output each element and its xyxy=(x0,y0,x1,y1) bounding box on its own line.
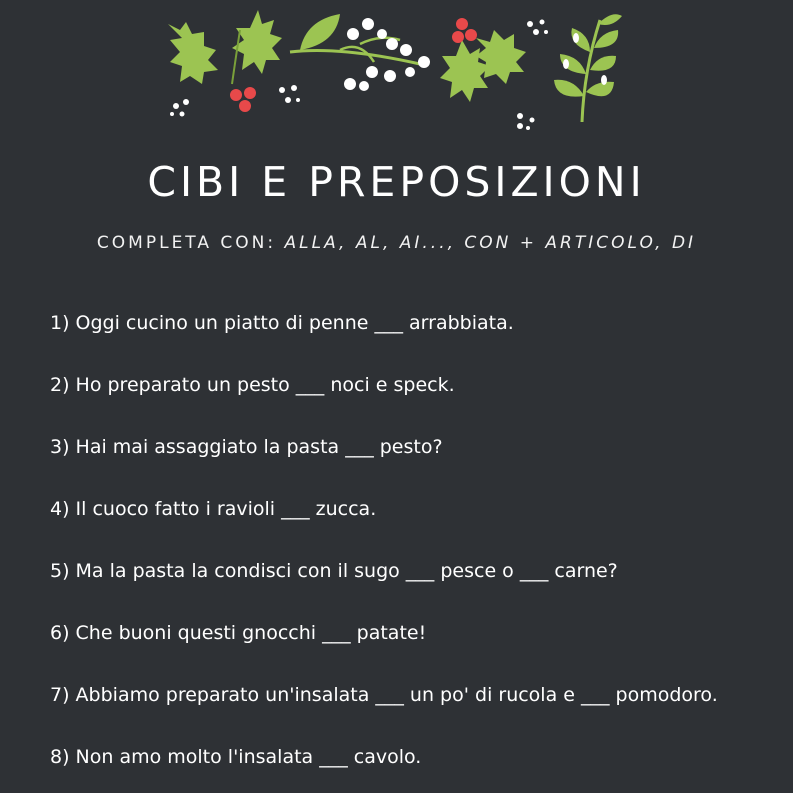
holly-leaves-icon xyxy=(168,10,282,84)
exercise-item: 6) Che buoni questi gnocchi ___ patate! xyxy=(50,622,427,644)
exercise-list xyxy=(50,308,750,793)
exercise-item: 8) Non amo molto l'insalata ___ cavolo. xyxy=(50,746,422,768)
holly-berries-icon xyxy=(452,18,477,43)
exercise-item: 4) Il cuoco fatto i ravioli ___ zucca. xyxy=(50,498,377,520)
exercise-item: 1) Oggi cucino un piatto di penne ___ arrabbiata. xyxy=(50,312,514,334)
instructions-subtitle xyxy=(0,232,793,254)
holly-leaves-icon xyxy=(440,30,526,102)
fern-sprig-icon xyxy=(554,14,622,122)
exercise-item: 2) Ho preparato un pesto ___ noci e speck. xyxy=(50,374,455,396)
holly-garland-decoration xyxy=(0,0,793,135)
holly-berries-icon xyxy=(230,87,256,112)
exercise-item: 7) Abbiamo preparato un'insalata ___ un po' di rucola e ___ pomodoro. xyxy=(50,684,718,706)
instructions-options: ALLA, AL, AI..., CON + ARTICOLO, DI xyxy=(284,233,697,253)
mistletoe-branch-icon xyxy=(290,14,430,91)
instructions-prefix: COMPLETA CON: xyxy=(96,233,285,253)
exercise-item: 5) Ma la pasta la condisci con il sugo ___ pesce o ___ carne? xyxy=(50,560,618,582)
exercise-item: 3) Hai mai assaggiato la pasta ___ pesto? xyxy=(50,436,443,458)
page-title: CIBI E PREPOSIZIONI xyxy=(147,158,646,206)
